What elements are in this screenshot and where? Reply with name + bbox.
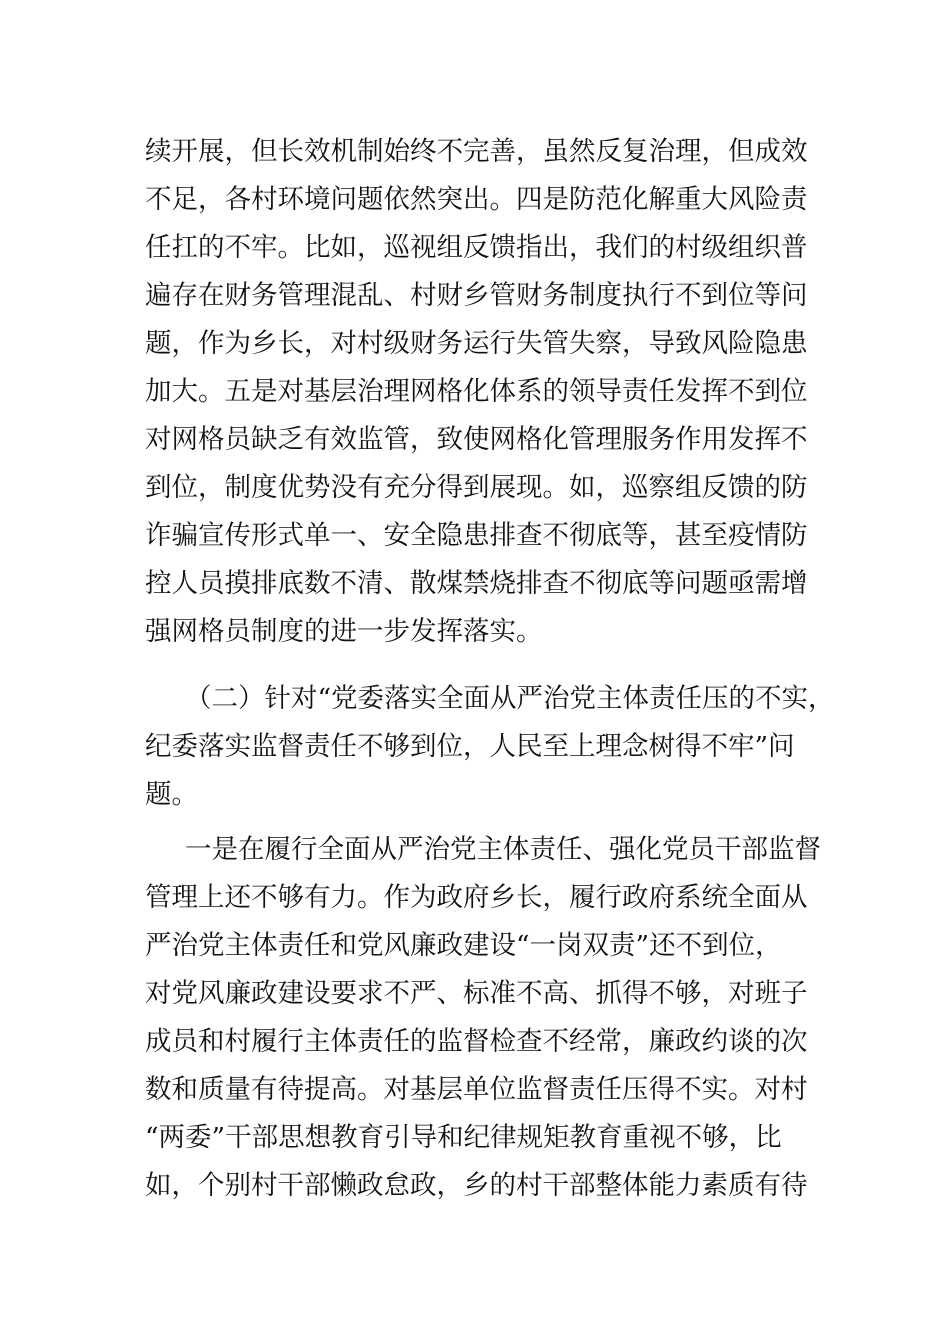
text-line: 加大。五是对基层治理网格化体系的领导责任发挥不到位: [145, 376, 808, 407]
text-line: 管理上还不够有力。作为政府乡长，履行政府系统全面从: [145, 882, 808, 913]
text-line: 成员和村履行主体责任的监督检查不经常，廉政约谈的次: [145, 1026, 808, 1057]
text-line: 不足，各村环境问题依然突出。四是防范化解重大风险责: [145, 184, 808, 215]
text-line: 如，个别村干部懒政怠政，乡的村干部整体能力素质有待: [145, 1170, 808, 1201]
section-heading-line: 题。: [145, 779, 198, 810]
section-heading-line: （二）针对“党委落实全面从严治党主体责任压的不实，: [185, 683, 835, 714]
text-line: 遍存在财务管理混乱、村财乡管财务制度执行不到位等问: [145, 280, 808, 311]
text-line: 数和质量有待提高。对基层单位监督责任压得不实。对村: [145, 1074, 808, 1105]
text-line: 一是在履行全面从严治党主体责任、强化党员干部监督: [185, 834, 821, 865]
text-line: 题，作为乡长，对村级财务运行失管失察，导致风险隐患: [145, 328, 808, 359]
text-line: 严治党主体责任和党风廉政建设“一岗双责”还不到位，: [145, 930, 782, 961]
text-line: 续开展，但长效机制始终不完善，虽然反复治理，但成效: [145, 136, 808, 167]
section-heading-line: 纪委落实监督责任不够到位，人民至上理念树得不牢”问: [145, 731, 795, 762]
text-line: 任扛的不牢。比如，巡视组反馈指出，我们的村级组织普: [145, 232, 808, 263]
text-line: 控人员摸排底数不清、散煤禁烧排查不彻底等问题亟需增: [145, 568, 808, 599]
text-line: 对网格员缺乏有效监管，致使网格化管理服务作用发挥不: [145, 424, 808, 455]
text-line: “两委”干部思想教育引导和纪律规矩教育重视不够，比: [145, 1122, 782, 1153]
text-line: 诈骗宣传形式单一、安全隐患排查不彻底等，甚至疫情防: [145, 520, 808, 551]
text-line: 到位，制度优势没有充分得到展现。如，巡察组反馈的防: [145, 472, 808, 503]
text-line: 对党风廉政建设要求不严、标准不高、抓得不够，对班子: [145, 978, 808, 1009]
text-line: 强网格员制度的进一步发挥落实。: [145, 616, 543, 647]
